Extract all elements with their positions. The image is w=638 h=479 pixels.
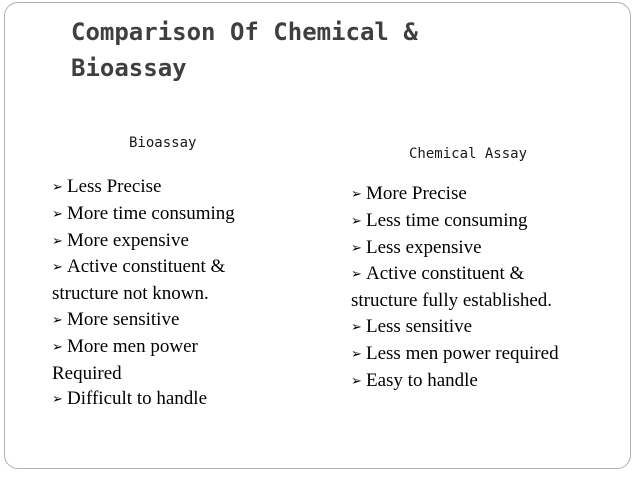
list-item-continuation: structure fully established. — [351, 290, 553, 312]
list-item: ➢ Less time consuming — [351, 208, 621, 235]
bullet-arrow-icon: ➢ — [52, 339, 63, 355]
list-item: ➢ Easy to handle — [351, 368, 621, 395]
list-item: ➢ Active constituent & — [351, 261, 621, 288]
list-item: ➢ More time consuming — [52, 201, 292, 228]
bullet-arrow-icon: ➢ — [351, 187, 362, 202]
bullet-arrow-icon: ➢ — [351, 373, 362, 389]
bullet-arrow-icon: ➢ — [52, 312, 63, 328]
list-item: ➢ More sensitive — [52, 307, 292, 334]
bullet-arrow-icon: ➢ — [351, 267, 362, 283]
slide-title-line-1: Comparison Of Chemical & — [71, 18, 418, 46]
bullet-arrow-icon: ➢ — [52, 206, 63, 222]
list-item: ➢ Less Precise — [52, 174, 292, 201]
slide-title-line-2: Bioassay — [71, 54, 187, 82]
bullet-arrow-icon: ➢ — [52, 392, 63, 408]
list-item-continuation: Required — [52, 362, 122, 384]
bioassay-list — [52, 174, 292, 413]
bullet-arrow-icon: ➢ — [351, 319, 362, 335]
chemical-assay-column-heading: Chemical Assay — [409, 146, 528, 162]
list-item: ➢ Less men power required — [351, 341, 621, 368]
bullet-arrow-icon: ➢ — [52, 260, 63, 276]
list-item: ➢ Active constituent & — [52, 254, 292, 281]
list-item: ➢ Less sensitive — [351, 314, 621, 341]
list-item: ➢ Less expensive — [351, 235, 621, 262]
list-item: ➢ More expensive — [52, 228, 292, 255]
list-item: ➢ More Precise — [351, 181, 621, 208]
list-item: ➢ More men power — [52, 334, 292, 361]
list-item-continuation: structure not known. — [52, 283, 209, 305]
slide-title — [71, 14, 418, 86]
chemical-assay-list — [351, 181, 621, 394]
bioassay-column-heading: Bioassay — [129, 135, 197, 151]
list-item: ➢ Difficult to handle — [52, 386, 292, 413]
bullet-arrow-icon: ➢ — [351, 346, 362, 362]
bullet-arrow-icon: ➢ — [52, 180, 63, 195]
bullet-arrow-icon: ➢ — [52, 233, 63, 249]
bullet-arrow-icon: ➢ — [351, 213, 362, 229]
bullet-arrow-icon: ➢ — [351, 240, 362, 256]
